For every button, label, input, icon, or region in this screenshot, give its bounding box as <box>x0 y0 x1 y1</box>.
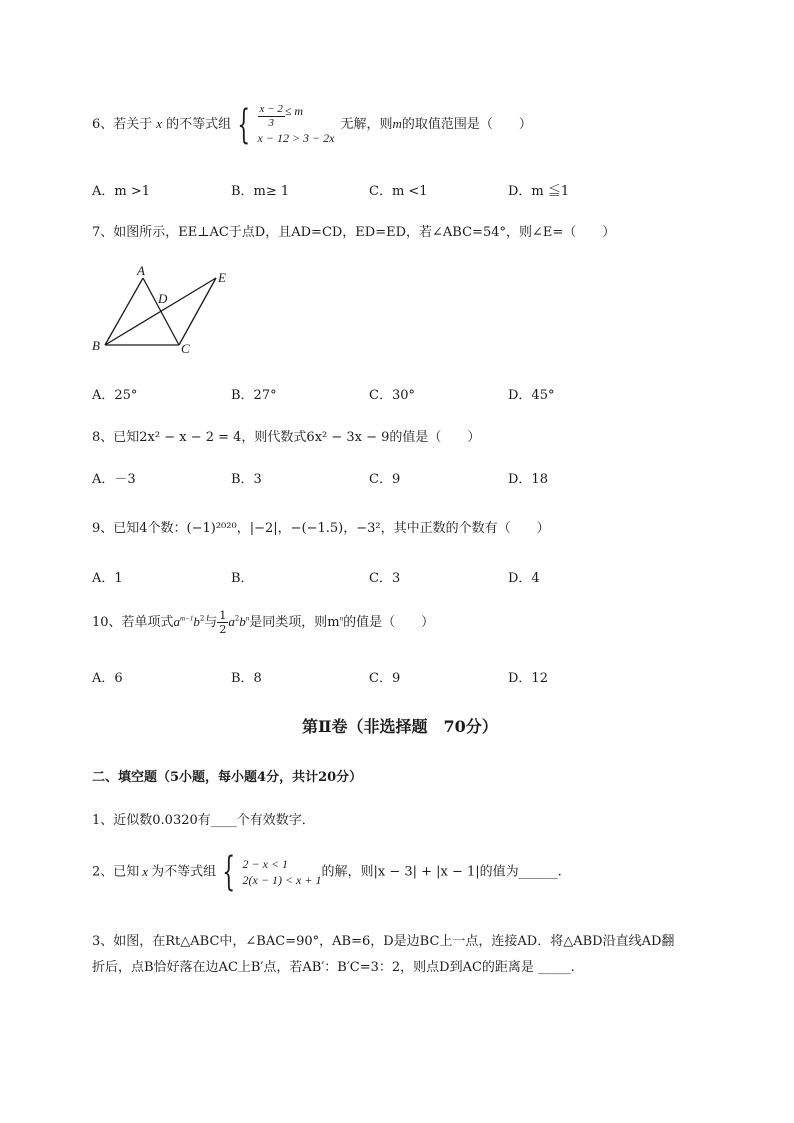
label-c: C <box>181 341 190 356</box>
q10-mono1-b-exp: 2 <box>199 614 205 623</box>
section2-heading: 二、填空题（5小题，每小题4分，共计20分） <box>92 770 363 785</box>
q7-option-a[interactable]: A．25° <box>92 388 138 403</box>
question-7: 7、如图所示，EE⊥AC于点D，且AD=CD，ED=ED，若∠ABC=54°，则∠E=（ ） <box>92 225 616 240</box>
label-e: E <box>218 270 226 285</box>
q6-option-a[interactable]: A．m >1 <box>92 184 151 199</box>
q9-option-a[interactable]: A．1 <box>92 571 123 586</box>
q6-m: m <box>392 116 402 131</box>
q6-option-d[interactable]: D．m ≦1 <box>508 184 570 199</box>
segment-ce <box>179 278 216 345</box>
q10-option-a[interactable]: A．6 <box>92 671 123 686</box>
q8-option-d[interactable]: D．18 <box>508 472 548 487</box>
q6-var: x <box>156 116 163 131</box>
q10-mono2-b-exp: n <box>245 614 250 623</box>
q6-system <box>258 103 335 146</box>
f2-ineq2: 2(x − 1) < x + 1 <box>242 873 322 887</box>
q6-option-b[interactable]: B．m≥ 1 <box>231 184 290 199</box>
q10-suffix2: 的值是（ ） <box>343 615 435 630</box>
q6-ineq2: x − 12 > 3 − 2x <box>257 131 335 145</box>
q10-mono1-a-exp: m−1 <box>180 614 194 623</box>
q10-mono1-a: a <box>173 614 181 629</box>
q8-option-c[interactable]: C．9 <box>369 472 401 487</box>
fill-question-2 <box>92 849 562 895</box>
label-b: B <box>92 338 100 353</box>
question-9: 9、已知4个数：(−1)²⁰²⁰，|−2|，−(−1.5)，−3²，其中正数的个数有（ ） <box>92 521 550 536</box>
q10-mono2-a: a <box>228 614 235 629</box>
q10-mono1-b: b <box>193 614 200 629</box>
question-6 <box>92 103 532 146</box>
q8-option-b[interactable]: B．3 <box>231 472 262 487</box>
q10-prefix: 10、若单项式 <box>92 615 174 630</box>
q8-option-a[interactable]: A．－3 <box>92 472 136 487</box>
fill-question-3-line2: 折后，点B恰好落在边AC上B′点，若AB′：B′C=3：2，则点D到AC的距离是 _____. <box>92 960 575 975</box>
q10-suffix: 是同类项，则m <box>249 615 340 630</box>
q10-with: 与 <box>204 615 218 630</box>
q10-option-d[interactable]: D．12 <box>508 671 548 686</box>
f2-ineq1: 2 − x < 1 <box>242 857 289 871</box>
q7-figure <box>88 262 248 362</box>
q10-coefficient: $\frac{1}{2}$ <box>219 609 227 636</box>
q10-option-b[interactable]: B．8 <box>231 671 262 686</box>
q9-option-c[interactable]: C．3 <box>369 571 401 586</box>
question-10 <box>92 609 434 636</box>
q7-option-b[interactable]: B．27° <box>231 388 277 403</box>
label-a: A <box>137 263 145 278</box>
q6-ineq1-rhs: ≤ m <box>284 104 304 118</box>
fill-question-3-line1: 3、如图，在Rt△ABC中，∠BAC=90°，AB=6，D是边BC上一点，连接AD．将△ABD沿直线AD翻 <box>92 934 675 949</box>
q10-suffix-exp: n <box>339 614 344 623</box>
q10-mono2-a-exp: 2 <box>234 614 240 623</box>
label-d: D <box>158 291 168 306</box>
part2-title: 第Ⅱ卷（非选择题 70分） <box>302 717 498 736</box>
q6-brace: { <box>237 101 251 148</box>
f2-suffix: 的解，则|x − 3| + |x − 1|的值为______. <box>321 864 562 880</box>
q6-mid: 的不等式组 <box>166 117 232 132</box>
q7-option-d[interactable]: D．45° <box>508 388 555 403</box>
q6-suffix-b: 的取值范围是（ ） <box>401 117 532 132</box>
question-8: 8、已知2x² − x − 2 = 4，则代数式6x² − 3x − 9的值是（ ） <box>92 430 481 445</box>
q6-option-c[interactable]: C．m <1 <box>369 184 428 199</box>
q6-prefix: 6、若关于 <box>92 117 153 132</box>
q7-option-c[interactable]: C．30° <box>369 388 415 403</box>
f2-prefix: 2、已知 <box>92 864 140 880</box>
q10-option-c[interactable]: C．9 <box>369 671 401 686</box>
q6-fraction: $\frac{x - 2}{3}$ <box>259 103 283 129</box>
f2-var: x <box>142 863 149 879</box>
q9-option-d[interactable]: D．4 <box>508 571 540 586</box>
segment-ab <box>105 278 143 345</box>
q9-option-b[interactable]: B． <box>231 571 254 586</box>
q10-mono2-b: b <box>239 614 246 629</box>
segment-be <box>105 278 216 345</box>
f2-mid: 为不等式组 <box>151 864 217 880</box>
q6-suffix-a: 无解，则 <box>340 117 393 132</box>
f2-system <box>243 856 322 888</box>
f2-brace: { <box>222 849 236 895</box>
fill-question-1: 1、近似数0.0320有____个有效数字． <box>92 813 315 828</box>
